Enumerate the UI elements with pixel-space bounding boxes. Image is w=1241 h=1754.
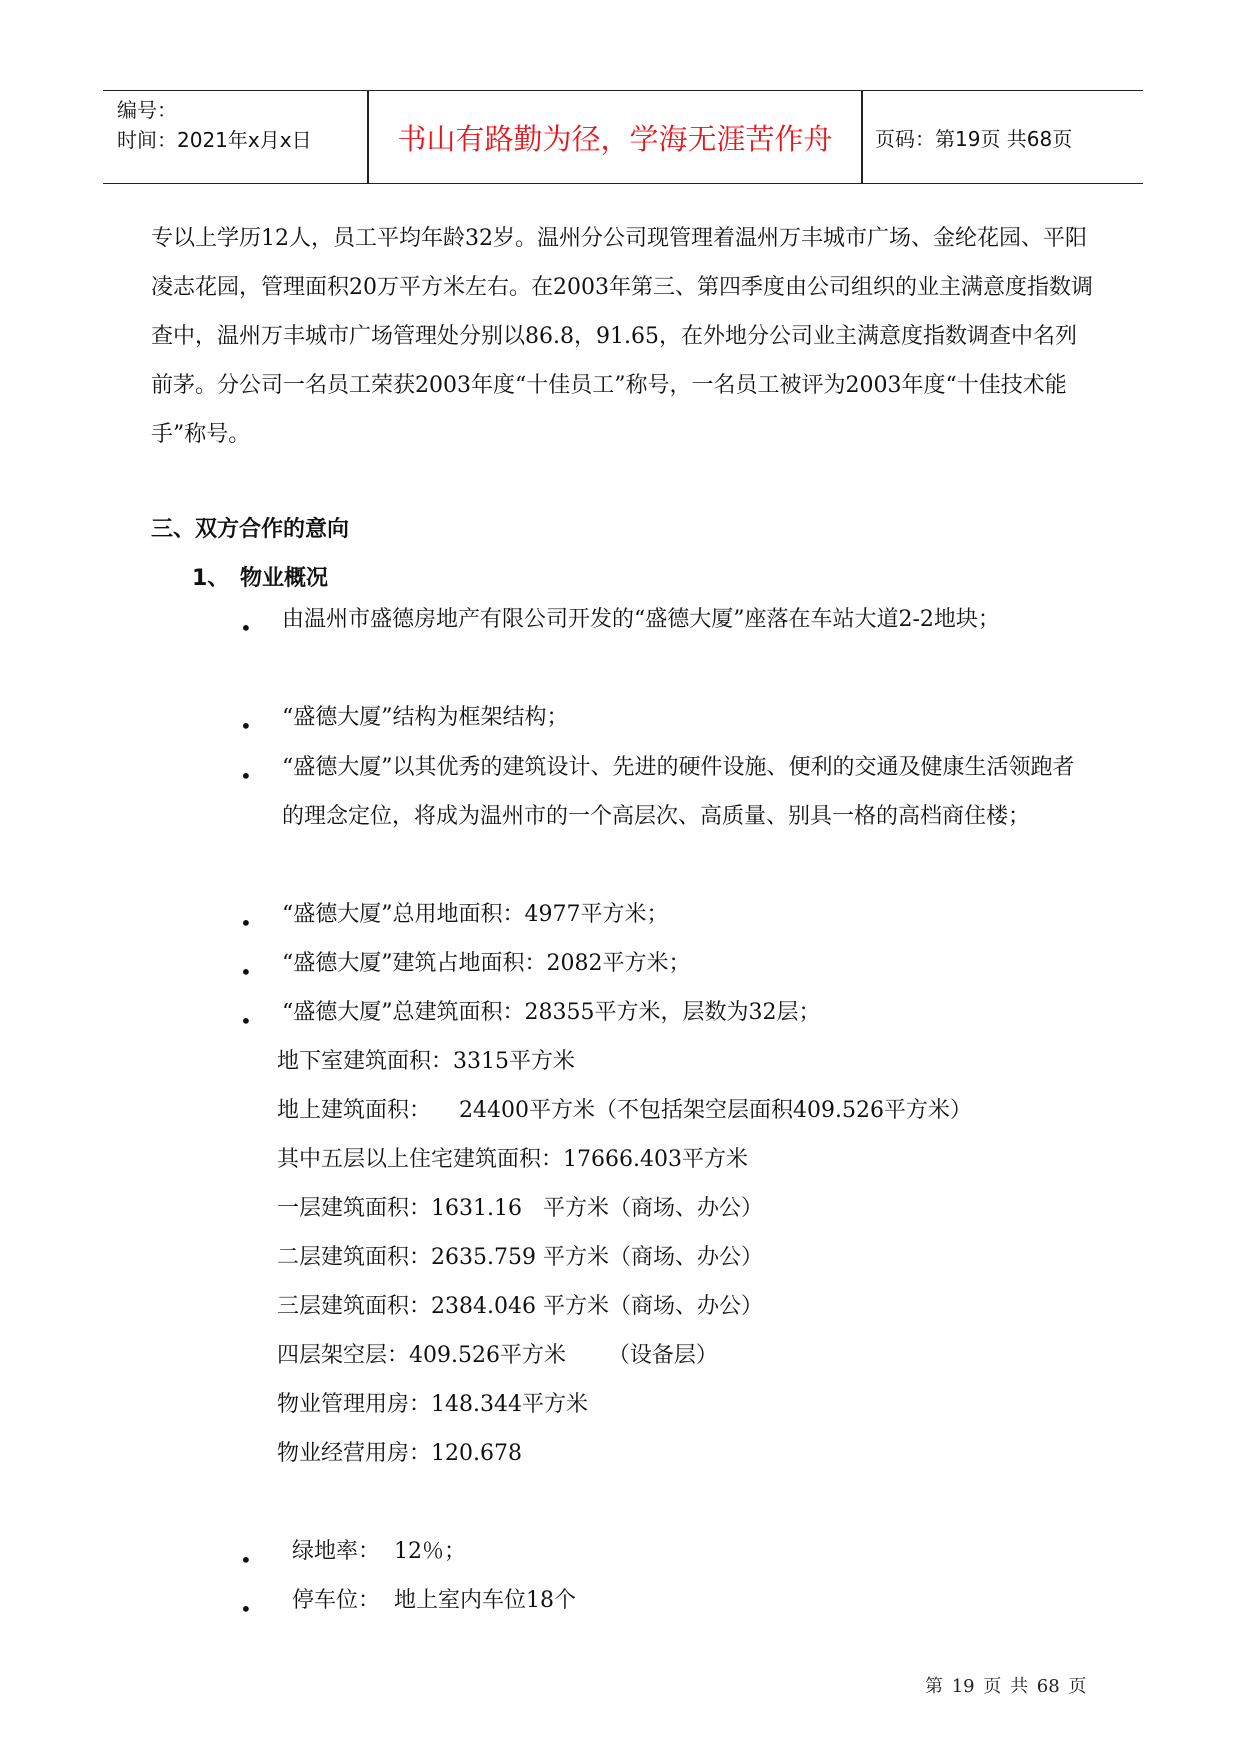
- area-line: 地上建筑面积： 24400平方米（不包括架空层面积409.526平方米）: [277, 1098, 972, 1123]
- subsection-title: 物业概况: [240, 566, 329, 591]
- section-heading: 三、双方合作的意向: [151, 517, 350, 542]
- area-line: 地下室建筑面积：3315平方米: [277, 1049, 575, 1074]
- header-motto: 书山有路勤为径，学海无涯苦作舟: [397, 122, 833, 156]
- area-line: 三层建筑面积：2384.046 平方米（商场、办公）: [277, 1294, 763, 1319]
- intro-paragraph: 专以上学历12人，员工平均年龄32岁。温州分公司现管理着温州万丰城市广场、金纶花园、平阳凌志花园，管理面积20万平方米左右。在2003年第三、第四季度由公司组织的业主满意度指数调查中，温州万丰城市广场管理处分别以86.8，91.65，在外地分公司业主满意度指数调查中名列前茅。分公司一名员工荣获2003年度“十佳员工”称号，一名员工被评为2003年度“十佳技术能手”称号。: [151, 226, 1093, 447]
- bullet-dot-icon: •: [240, 960, 252, 984]
- bullet-dot-icon: •: [240, 1009, 252, 1033]
- list-item: “盛德大厦”总建筑面积：28355平方米，层数为32层；: [282, 1000, 821, 1025]
- page-header: [103, 90, 1143, 184]
- header-divider: [861, 91, 863, 183]
- page-footer: 第 19 页 共 68 页: [925, 1676, 1087, 1697]
- header-meta: [117, 95, 312, 155]
- area-line: 物业经营用房：120.678: [277, 1441, 522, 1466]
- bullet-dot-icon: •: [240, 616, 252, 640]
- list-item: 由温州市盛德房地产有限公司开发的“盛德大厦”座落在车站大道2-2地块；: [282, 607, 1000, 632]
- subsection-number: 1、: [192, 566, 230, 591]
- bullet-dot-icon: •: [240, 764, 252, 788]
- header-number-label: 编号：: [117, 98, 177, 122]
- bullet-dot-icon: •: [240, 911, 252, 935]
- area-line: 其中五层以上住宅建筑面积：17666.403平方米: [277, 1147, 748, 1172]
- list-item: 绿地率： 12％；: [292, 1539, 466, 1564]
- list-item: “盛德大厦”总用地面积：4977平方米；: [282, 902, 669, 927]
- list-item: “盛德大厦”以其优秀的建筑设计、先进的硬件设施、便利的交通及健康生活领跑者的理念定位，将成为温州市的一个高层次、高质量、别具一格的高档商住楼；: [282, 755, 1075, 829]
- header-page-label: 页码：第19页 共68页: [875, 127, 1073, 151]
- area-line: 二层建筑面积：2635.759 平方米（商场、办公）: [277, 1245, 763, 1270]
- list-item: 停车位： 地上室内车位18个: [292, 1588, 576, 1613]
- bullet-dot-icon: •: [240, 1548, 252, 1572]
- bullet-dot-icon: •: [240, 1597, 252, 1621]
- list-item: “盛德大厦”建筑占地面积：2082平方米；: [282, 951, 691, 976]
- bullet-dot-icon: •: [240, 714, 252, 738]
- subsection-heading: [192, 561, 328, 592]
- list-item: “盛德大厦”结构为框架结构；: [282, 705, 569, 730]
- area-line: 一层建筑面积：1631.16 平方米（商场、办公）: [277, 1196, 763, 1221]
- area-line: 四层架空层：409.526平方米 （设备层）: [277, 1343, 718, 1368]
- header-time-label: 时间：2021年x月x日: [117, 128, 312, 152]
- area-line: 物业管理用房：148.344平方米: [277, 1392, 588, 1417]
